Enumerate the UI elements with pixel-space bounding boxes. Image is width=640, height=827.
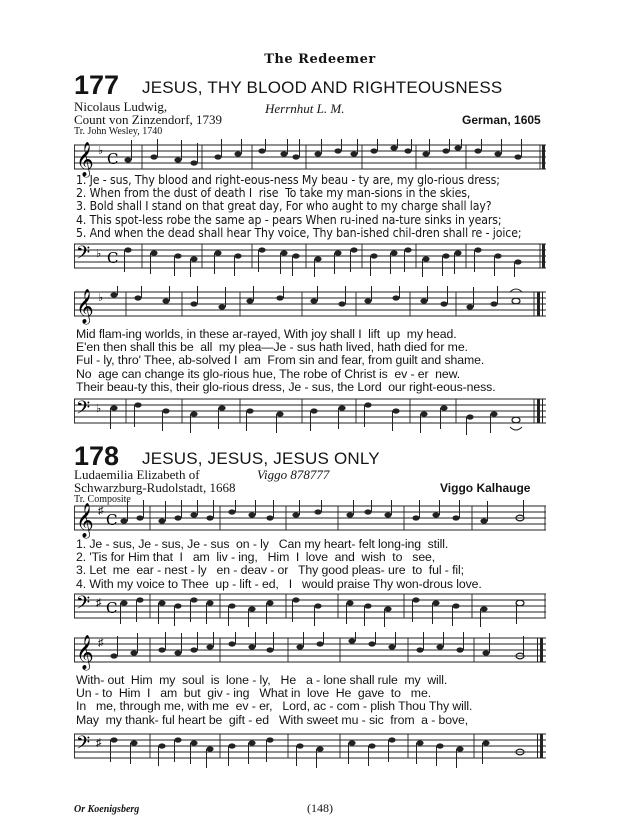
hymn-title: JESUS, JESUS, JESUS ONLY: [142, 449, 380, 468]
bass-staff: [74, 588, 546, 628]
verse-line: In me, through me, with me ev - er, Lord, ac - com - plish Thou Thy will.: [76, 699, 473, 714]
svg-text:𝄢: 𝄢: [76, 243, 91, 268]
author-line-1: Nicolaus Ludwig,: [74, 99, 168, 114]
svg-text:𝄞: 𝄞: [76, 289, 94, 324]
verse-line: 4. This spot-less robe the same ap - pears When ru-ined na-ture sinks in years;: [76, 212, 502, 227]
verses-177-b: [76, 328, 544, 394]
tune-name: Viggo 878777: [257, 467, 330, 482]
page-number: (148): [307, 801, 333, 815]
svg-text:♯: ♯: [96, 737, 102, 749]
svg-text:♭: ♭: [96, 403, 102, 415]
verse-line: 3. Let me ear - nest - ly en - deav - or Thy good pleas- ure to ful - fil;: [76, 563, 464, 578]
verse-line: 5. And when the dead shall hear Thy voice, Thy ban-ished chil-dren shall re - joice;: [76, 225, 522, 240]
tune-name: Herrnhut L. M.: [265, 101, 345, 116]
verses-178-a: [76, 538, 544, 591]
svg-text:♭: ♭: [96, 248, 102, 260]
composer: Viggo Kalhauge: [440, 481, 531, 495]
verse-line: E'en then shall this be all my plea—Je - sus hath lived, hath died for me.: [76, 340, 468, 355]
footnote: Or Koenigsberg: [74, 804, 140, 815]
verse-line: Ful - ly, thro' Thee, ab-solved I am From sin and fear, from guilt and shame.: [76, 353, 485, 368]
composer: German, 1605: [462, 113, 541, 127]
hymn-number: 178: [74, 441, 120, 471]
verse-line: Un - to Him I am but giv - ing What in love He gave to me.: [76, 686, 432, 701]
author-line-1: Ludaemilia Elizabeth of: [74, 467, 200, 482]
verse-line: 1. Je - sus, Je - sus, Je - sus on - ly Can my heart- felt long-ing still.: [76, 537, 449, 551]
treble-staff: [74, 500, 546, 540]
verse-line: May my thank- ful heart be gift - ed With sweet mu - sic from a - bove,: [76, 712, 469, 727]
bass-staff: [74, 393, 546, 437]
verse-line: 4. With my voice to Thee up - lift - ed, I would praise Thy won-drous love.: [76, 576, 482, 591]
svg-text:♯: ♯: [98, 637, 104, 649]
author-line-2: Schwarzburg-Rudolstadt, 1668: [74, 480, 236, 495]
author-line-2: Count von Zinzendorf, 1739: [74, 112, 223, 127]
verse-line: Their beau-ty this, their glo-rious dress, Je - sus, the Lord our right-eous-ness.: [76, 379, 496, 394]
verse-line: Mid flam-ing worlds, in these ar-rayed, With joy shall I lift up my head.: [76, 327, 457, 341]
translator: Tr. John Wesley, 1740: [74, 126, 163, 137]
verse-line: 2. 'Tis for Him that I am liv - ing, Him I love and wish to see,: [76, 550, 436, 565]
treble-staff: [74, 286, 546, 326]
svg-text:𝄢: 𝄢: [76, 733, 91, 758]
hymn-number: 177: [74, 70, 120, 100]
svg-text:C: C: [107, 249, 119, 267]
svg-text:𝄞: 𝄞: [76, 142, 94, 177]
running-head: The Redeemer: [264, 52, 376, 67]
svg-text:𝄢: 𝄢: [76, 398, 91, 423]
verse-line: 3. Bold shall I stand on that great day, For who aught to my charge shall lay?: [76, 199, 492, 214]
svg-text:𝄞: 𝄞: [76, 635, 94, 670]
verse-line: With- out Him my soul is lone - ly, He a - lone shall rule my will.: [76, 673, 448, 687]
svg-text:C: C: [107, 150, 119, 168]
svg-text:♯: ♯: [98, 505, 104, 517]
svg-text:C: C: [106, 511, 118, 529]
svg-text:𝄞: 𝄞: [76, 503, 94, 538]
verse-line: No age can change its glo-rious hue, The robe of Christ is ev - er new.: [76, 366, 461, 381]
bass-staff: [74, 238, 546, 278]
svg-text:♯: ♯: [96, 597, 102, 609]
svg-text:C: C: [106, 599, 118, 617]
verses-178-b: [76, 674, 544, 727]
svg-text:♭: ♭: [98, 145, 104, 157]
hymn-title: JESUS, THY BLOOD AND RIGHTEOUSNESS: [142, 78, 503, 97]
svg-text:♭: ♭: [98, 292, 104, 304]
bass-staff: [74, 728, 546, 772]
verse-line: 2. When from the dust of death I rise To take my man-sions in the skies,: [76, 186, 471, 201]
verse-line: 1. Je - sus, Thy blood and right-eous-ness My beau - ty are, my glo-rious dress;: [76, 173, 500, 187]
svg-text:𝄢: 𝄢: [76, 593, 91, 618]
treble-staff: [74, 632, 546, 672]
translator: Tr. Composite: [74, 494, 131, 505]
verses-177-a: [76, 174, 544, 240]
